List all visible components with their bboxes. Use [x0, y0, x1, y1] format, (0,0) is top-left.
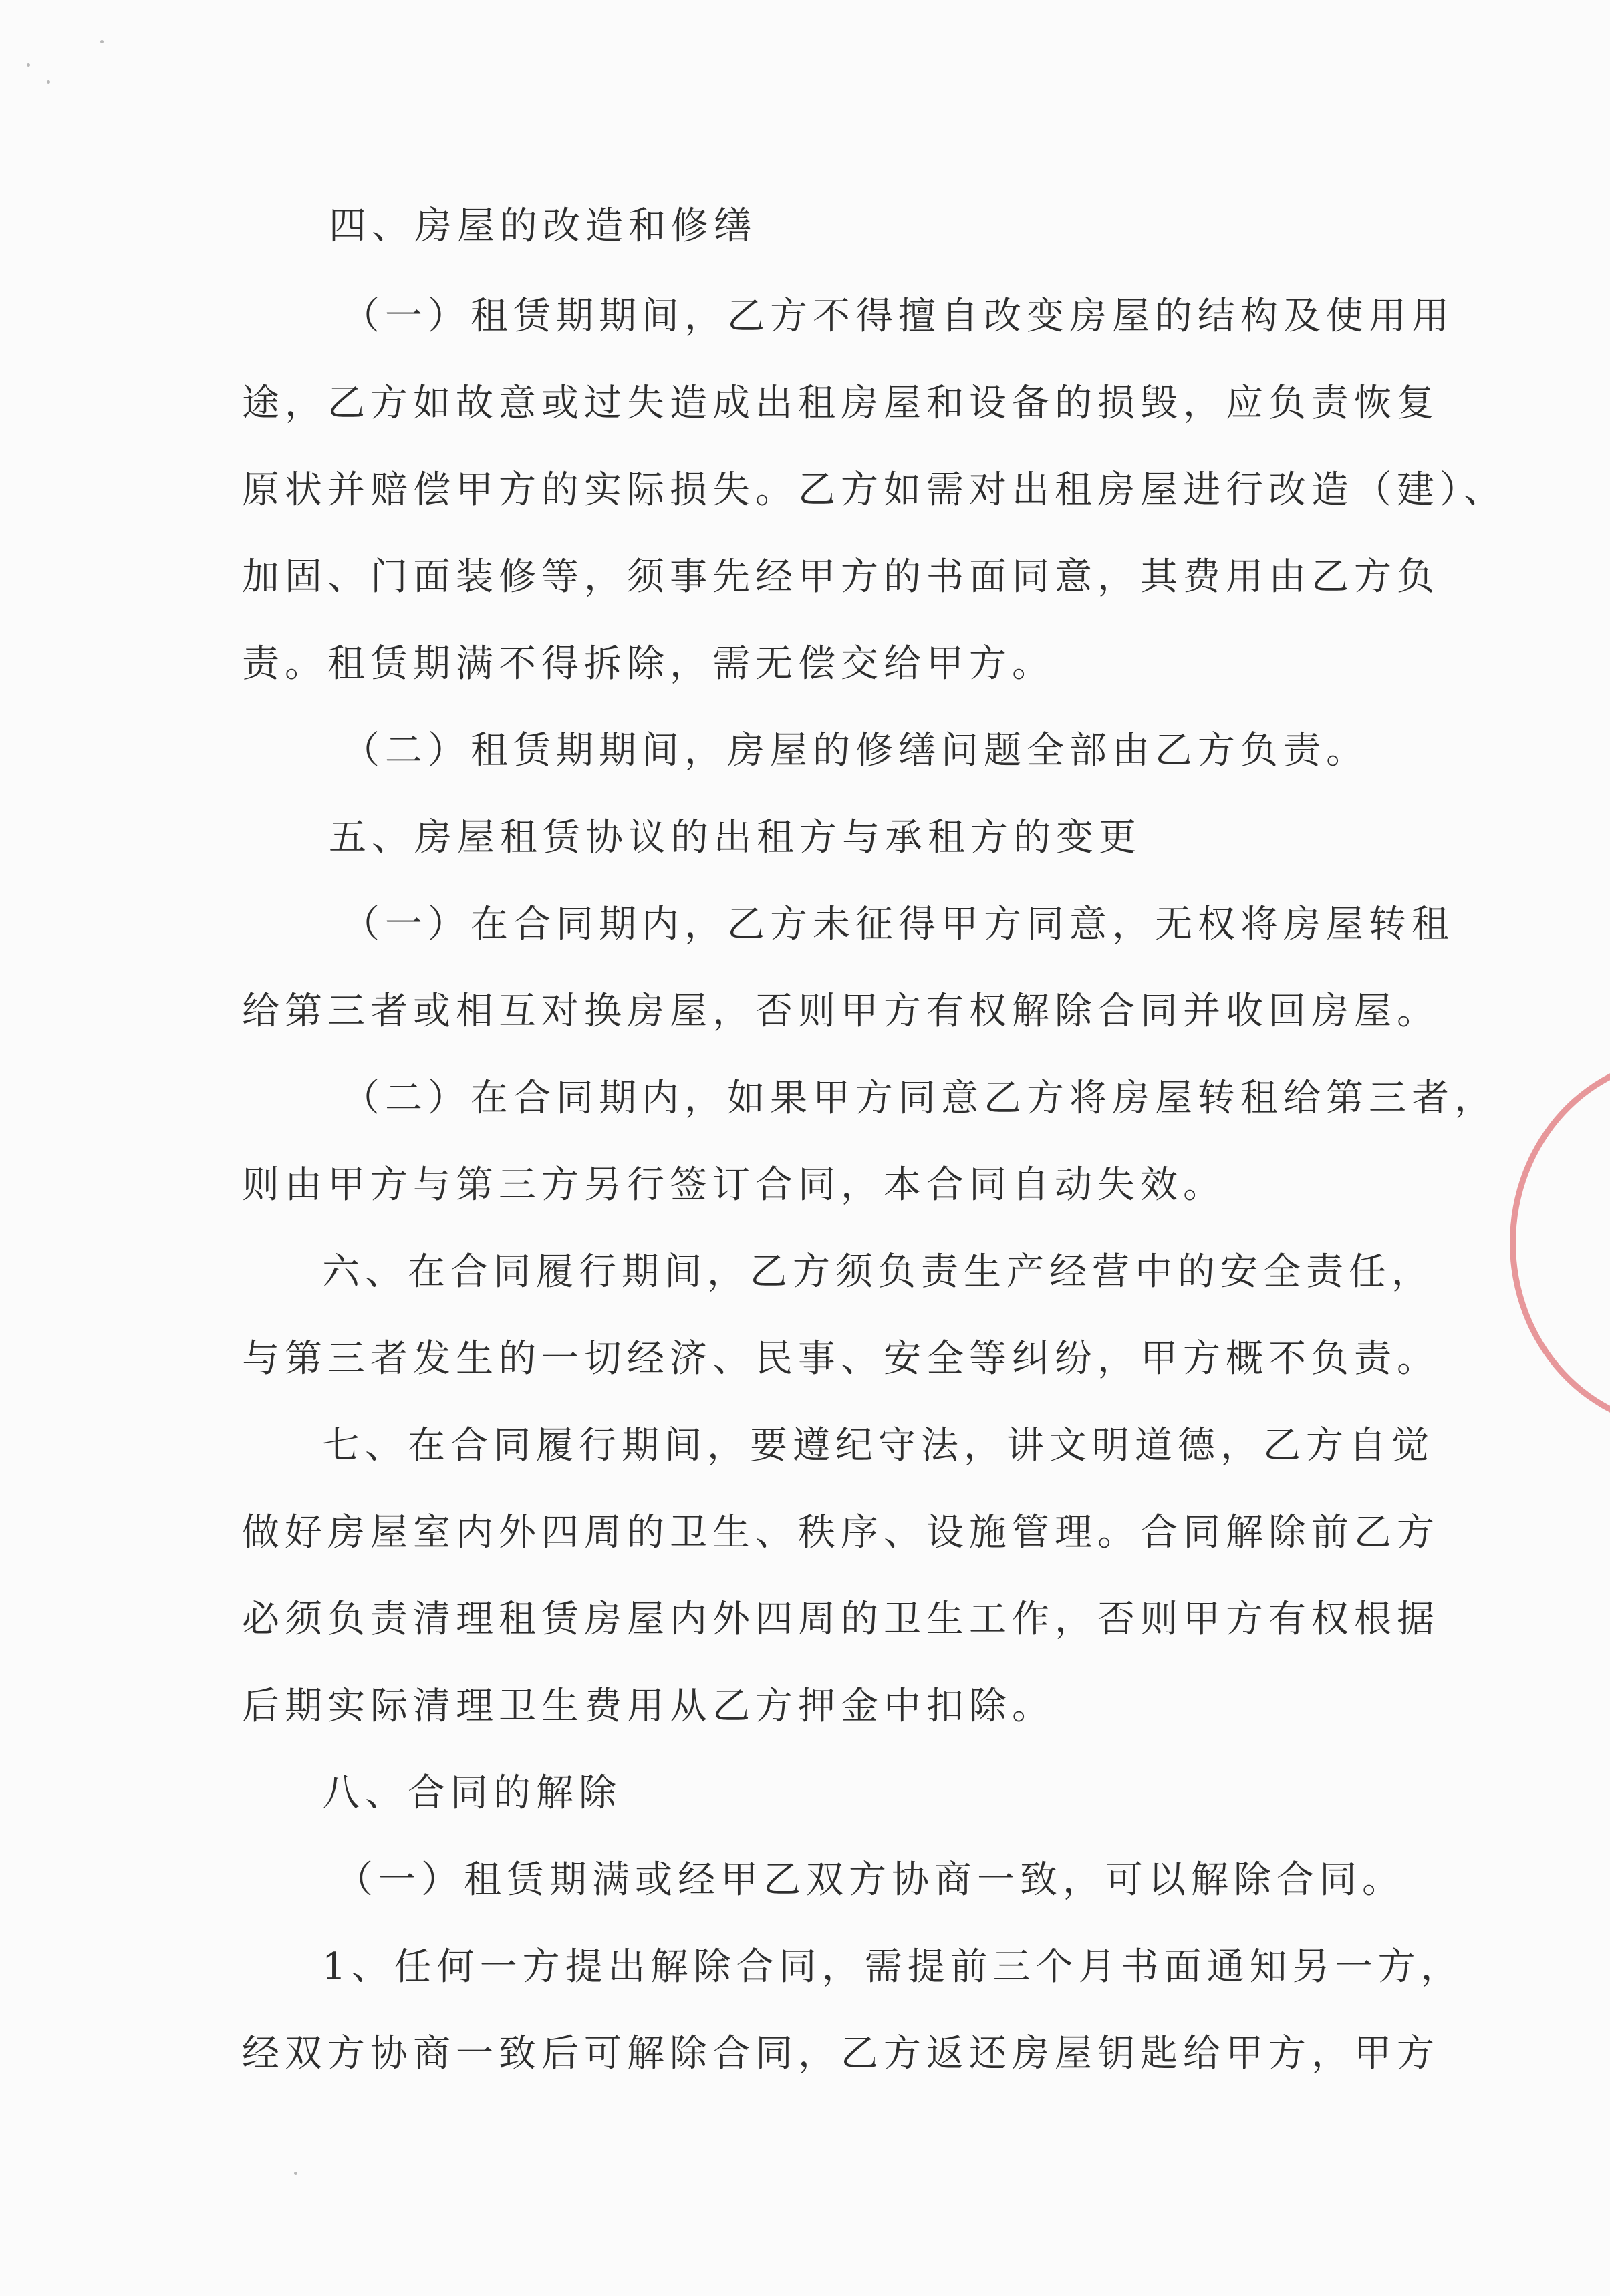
paragraph-line: 1、任何一方提出解除合同，需提前三个月书面通知另一方， — [322, 1945, 1464, 1989]
scan-speck — [47, 80, 50, 84]
paragraph-line: （一）租赁期满或经甲乙双方协商一致，可以解除合同。 — [336, 1858, 1405, 1902]
paragraph-line: 途，乙方如故意或过失造成出租房屋和设备的损毁，应负责恢复 — [242, 382, 1440, 425]
paragraph-line: 经双方协商一致后可解除合同，乙方返还房屋钥匙给甲方，甲方 — [242, 2032, 1440, 2075]
paragraph-line: （二）在合同期内，如果甲方同意乙方将房屋转租给第三者， — [342, 1077, 1497, 1120]
paragraph-line: 原状并赔偿甲方的实际损失。乙方如需对出租房屋进行改造（建）、 — [242, 468, 1506, 512]
company-seal-stamp — [1490, 1056, 1610, 1430]
paragraph-line: 后期实际清理卫生费用从乙方押金中扣除。 — [242, 1685, 1055, 1728]
paragraph-line: 做好房屋室内外四周的卫生、秩序、设施管理。合同解除前乙方 — [242, 1511, 1440, 1554]
scan-speck — [294, 2172, 297, 2175]
paragraph-line: 给第三者或相互对换房屋，否则甲方有权解除合同并收回房屋。 — [242, 990, 1440, 1033]
paragraph-line: 加固、门面装修等，须事先经甲方的书面同意，其费用由乙方负 — [242, 555, 1440, 599]
heading-safety: 六、在合同履行期间，乙方须负责生产经营中的安全责任， — [322, 1250, 1434, 1294]
scan-speck — [100, 40, 104, 43]
heading-lessor-change: 五、房屋租赁协议的出租方与承租方的变更 — [329, 816, 1142, 859]
heading-renovation: 四、房屋的改造和修缮 — [329, 204, 757, 248]
scan-speck — [27, 63, 30, 67]
heading-termination: 八、合同的解除 — [322, 1771, 622, 1815]
paragraph-line: （一）租赁期期间，乙方不得擅自改变房屋的结构及使用用 — [342, 295, 1454, 338]
seal-ring — [1510, 1056, 1610, 1430]
paragraph-line: （二）租赁期期间，房屋的修缮问题全部由乙方负责。 — [342, 729, 1369, 772]
paragraph-line: （一）在合同期内，乙方未征得甲方同意，无权将房屋转租 — [342, 903, 1454, 946]
paragraph-line: 则由甲方与第三方另行签订合同，本合同自动失效。 — [242, 1163, 1226, 1207]
paragraph-line: 必须负责清理租赁房屋内外四周的卫生工作，否则甲方有权根据 — [242, 1598, 1440, 1641]
heading-conduct: 七、在合同履行期间，要遵纪守法，讲文明道德，乙方自觉 — [322, 1424, 1434, 1467]
paragraph-line: 责。租赁期满不得拆除，需无偿交给甲方。 — [242, 642, 1055, 686]
paragraph-line: 与第三者发生的一切经济、民事、安全等纠纷，甲方概不负责。 — [242, 1337, 1440, 1381]
